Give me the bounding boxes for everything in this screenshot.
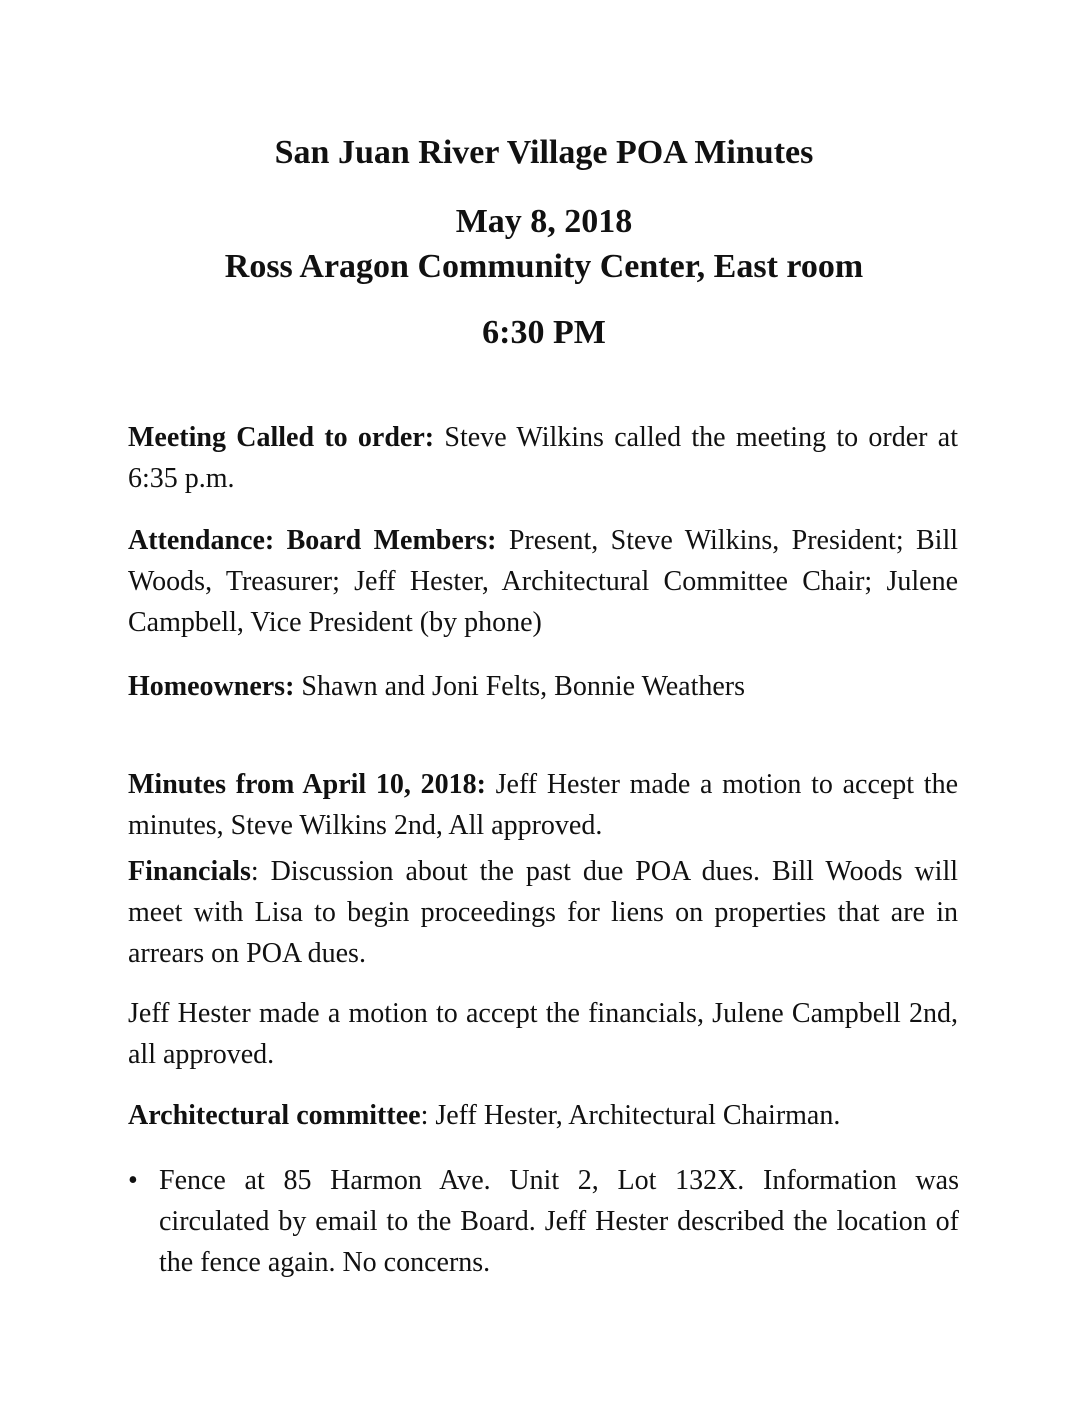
minutes-label: Minutes from April 10, 2018: xyxy=(128,769,486,800)
financials-label: Financials xyxy=(128,856,251,887)
list-item-text: Fence at 85 Harmon Ave. Unit 2, Lot 132X. Information was circulated by email to the Board. Jeff Hester described the location of the fence again. No concerns. xyxy=(159,1165,959,1278)
architectural-paragraph xyxy=(128,1095,958,1136)
bullet-icon: • xyxy=(128,1165,138,1196)
financials-motion-paragraph xyxy=(128,993,958,1075)
architectural-text: : Jeff Hester, Architectural Chairman. xyxy=(420,1100,841,1131)
homeowners-label: Homeowners: xyxy=(128,671,295,702)
attendance-text: Present, Steve Wilkins, President; Bill Woods, Treasurer; Jeff Hester, Architectural Committee Chair; Julene Campbell, Vice President (by phone) xyxy=(128,525,958,638)
attendance-label: Attendance: Board Members: xyxy=(128,525,497,556)
meeting-date: May 8, 2018 xyxy=(455,203,633,240)
call-to-order-paragraph xyxy=(128,417,958,499)
attendance-paragraph xyxy=(128,520,958,643)
homeowners-paragraph xyxy=(128,666,958,707)
call-to-order-text: Steve Wilkins called the meeting to order at 6:35 p.m. xyxy=(128,422,959,494)
minutes-paragraph xyxy=(128,764,958,846)
meeting-location: Ross Aragon Community Center, East room xyxy=(224,248,864,285)
financials-paragraph xyxy=(128,851,958,974)
homeowners-text: Shawn and Joni Felts, Bonnie Weathers xyxy=(294,671,746,702)
minutes-text: Jeff Hester made a motion to accept the minutes, Steve Wilkins 2nd, All approved. xyxy=(128,769,958,841)
financials-motion-text: Jeff Hester made a motion to accept the financials, Julene Campbell 2nd, all approved. xyxy=(128,998,958,1070)
call-to-order-label: Meeting Called to order: xyxy=(128,422,435,453)
financials-text: : Discussion about the past due POA dues. Bill Woods will meet with Lisa to begin proceedings for liens on properties that are in arrears on POA dues. xyxy=(128,856,958,969)
architectural-label: Architectural committee xyxy=(128,1100,421,1131)
meeting-time: 6:30 PM xyxy=(482,314,606,351)
document-title: San Juan River Village POA Minutes xyxy=(274,134,814,171)
